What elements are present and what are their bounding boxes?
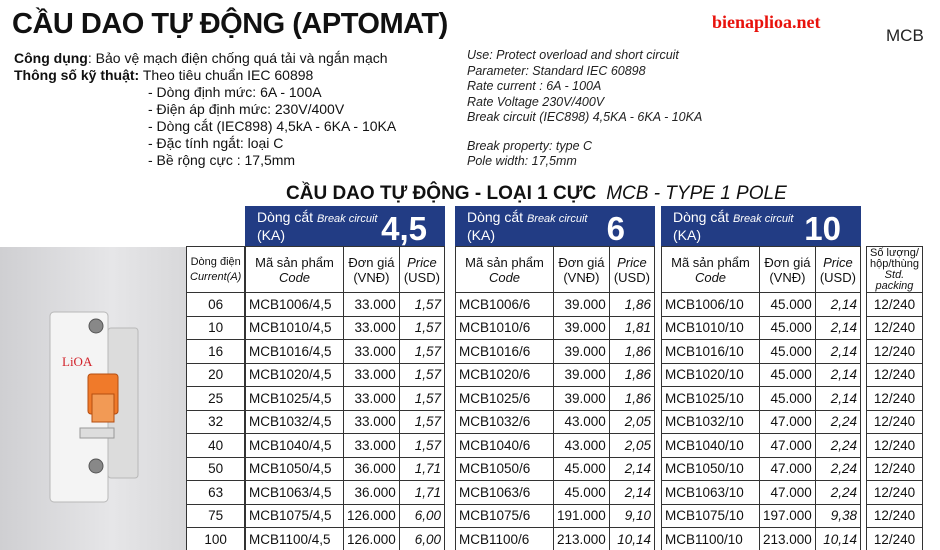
- packing-cell: 12/240: [867, 481, 923, 505]
- breaker-product-image: [40, 308, 150, 508]
- table-row: [662, 434, 861, 458]
- table-row: [867, 363, 923, 387]
- table-row: [187, 293, 245, 317]
- current-cell: 63: [187, 481, 245, 505]
- spec-item: - Điện áp định mức: 230V/400V: [148, 101, 345, 117]
- current-cell: 10: [187, 316, 245, 340]
- group-label-vn: Dòng cắt: [467, 209, 524, 225]
- code-header-en: Code: [694, 269, 727, 285]
- table-row: [246, 410, 445, 434]
- price-usd-cell: 2,14: [609, 481, 654, 505]
- price-usd-cell: 2,05: [609, 434, 654, 458]
- code-header: [662, 247, 760, 293]
- price-usd-cell: 1,81: [609, 316, 654, 340]
- product-code-cell: MCB1010/4,5: [246, 316, 344, 340]
- table-row: [456, 434, 655, 458]
- price-vnd-cell: 33.000: [344, 340, 400, 364]
- spec-en-line: Pole width: 17,5mm: [467, 154, 577, 168]
- packing-cell: 12/240: [867, 434, 923, 458]
- product-code-cell: MCB1063/6: [456, 481, 554, 505]
- price-table-6: [455, 246, 655, 550]
- price-vnd-cell: 126.000: [344, 528, 400, 550]
- price-usd-cell: 2,14: [815, 363, 860, 387]
- spec-item: - Dòng định mức: 6A - 100A: [148, 84, 322, 100]
- table-row: [456, 340, 655, 364]
- price-usd-cell: 1,71: [399, 481, 444, 505]
- price-vnd-header: [554, 247, 610, 293]
- price-usd-cell: 2,05: [609, 410, 654, 434]
- table-row: [246, 316, 445, 340]
- spec-en-line: Rate Voltage 230V/400V: [467, 94, 605, 109]
- price-vnd-cell: 45.000: [760, 387, 816, 411]
- price-usd-cell: 1,86: [609, 363, 654, 387]
- price-usd-cell: 1,86: [609, 387, 654, 411]
- spec-en-line: Break circuit (IEC898) 4,5KA - 6KA - 10KA: [467, 110, 703, 124]
- code-header: [246, 247, 344, 293]
- section-title-vn: CẦU DAO TỰ ĐỘNG - LOẠI 1 CỰC: [286, 183, 597, 204]
- price-usd-unit: (USD): [819, 269, 856, 285]
- product-code-cell: MCB1006/10: [662, 293, 760, 317]
- price-vnd-cell: 39.000: [554, 293, 610, 317]
- price-vnd-cell: 39.000: [554, 340, 610, 364]
- price-usd-cell: 1,71: [399, 457, 444, 481]
- price-vnd-cell: 43.000: [554, 434, 610, 458]
- price-usd-cell: 9,10: [609, 504, 654, 528]
- table-row: [187, 457, 245, 481]
- price-usd-cell: 2,24: [815, 434, 860, 458]
- product-code-cell: MCB1020/10: [662, 363, 760, 387]
- current-cell: 32: [187, 410, 245, 434]
- table-row: [867, 316, 923, 340]
- table-row: [662, 363, 861, 387]
- price-vnd-cell: 43.000: [554, 410, 610, 434]
- table-row: [246, 293, 445, 317]
- usage-row: [14, 50, 396, 67]
- price-vnd-unit: (VNĐ): [563, 269, 600, 285]
- group-unit: (KA): [257, 227, 285, 243]
- group-unit: (KA): [467, 227, 495, 243]
- current-cell: 40: [187, 434, 245, 458]
- table-row: [867, 410, 923, 434]
- table-row: [187, 363, 245, 387]
- product-code-cell: MCB1050/4,5: [246, 457, 344, 481]
- price-vnd-cell: 33.000: [344, 434, 400, 458]
- table-row: [187, 387, 245, 411]
- product-code-cell: MCB1075/4,5: [246, 504, 344, 528]
- price-vnd-cell: 33.000: [344, 387, 400, 411]
- packing-cell: 12/240: [867, 340, 923, 364]
- product-code-cell: MCB1050/10: [662, 457, 760, 481]
- category-tag: MCB: [886, 26, 924, 45]
- usage-label: Công dụng: [14, 50, 88, 66]
- product-code-cell: MCB1025/10: [662, 387, 760, 411]
- price-vnd-cell: 33.000: [344, 410, 400, 434]
- packing-cell: 12/240: [867, 504, 923, 528]
- current-cell: 75: [187, 504, 245, 528]
- packing-cell: 12/240: [867, 528, 923, 550]
- price-usd-cell: 1,86: [609, 293, 654, 317]
- product-code-cell: MCB1010/10: [662, 316, 760, 340]
- spec-label: Thông số kỹ thuật:: [14, 67, 140, 83]
- price-usd-cell: 1,57: [399, 387, 444, 411]
- table-row: [456, 363, 655, 387]
- spec-en-line: Break property: type C: [467, 138, 593, 153]
- spec-en-line: Use: Protect overload and short circuit: [467, 48, 679, 62]
- group-label-en: Break circuit: [316, 213, 378, 225]
- price-usd-cell: 2,24: [815, 481, 860, 505]
- price-usd-cell: 1,57: [399, 434, 444, 458]
- product-code-cell: MCB1006/6: [456, 293, 554, 317]
- group-value: 10: [804, 210, 841, 247]
- price-usd-label: Price: [407, 254, 437, 270]
- current-header-vn: Dòng điện: [190, 255, 241, 268]
- group-label-vn: Dòng cắt: [257, 209, 314, 225]
- price-table-4-5: [245, 246, 445, 550]
- code-header: [456, 247, 554, 293]
- table-header-row: [867, 247, 923, 293]
- watermark: bienaplioa.net: [712, 12, 821, 32]
- code-header-vn: Mã sản phẩm: [671, 254, 750, 270]
- table-row: [662, 316, 861, 340]
- table-row: [867, 528, 923, 550]
- table-row: [456, 528, 655, 550]
- current-cell: 100: [187, 528, 245, 550]
- product-code-cell: MCB1100/6: [456, 528, 554, 550]
- group-label: [673, 209, 793, 243]
- table-row: [662, 293, 861, 317]
- price-vnd-unit: (VNĐ): [769, 269, 806, 285]
- table-row: [246, 528, 445, 550]
- table-row: [456, 457, 655, 481]
- price-table-10: [661, 246, 861, 550]
- table-row: [246, 504, 445, 528]
- price-usd-cell: 2,14: [815, 293, 860, 317]
- spec-en-line: Parameter: Standard IEC 60898: [467, 63, 646, 78]
- table-row: [867, 434, 923, 458]
- packing-header-en: Std. packing: [875, 268, 914, 292]
- table-row: [456, 293, 655, 317]
- spec-en-spacer: [467, 126, 702, 139]
- price-usd-cell: 6,00: [399, 504, 444, 528]
- product-code-cell: MCB1063/4,5: [246, 481, 344, 505]
- price-vnd-cell: 47.000: [760, 481, 816, 505]
- product-code-cell: MCB1016/4,5: [246, 340, 344, 364]
- product-code-cell: MCB1040/6: [456, 434, 554, 458]
- spec-en-line: Rate current : 6A - 100A: [467, 79, 602, 93]
- price-vnd-cell: 45.000: [554, 481, 610, 505]
- price-usd-cell: 2,24: [815, 457, 860, 481]
- table-row: [187, 340, 245, 364]
- packing-cell: 12/240: [867, 457, 923, 481]
- product-code-cell: MCB1032/4,5: [246, 410, 344, 434]
- product-code-cell: MCB1016/6: [456, 340, 554, 364]
- price-vnd-label: Đơn giá: [764, 254, 811, 270]
- table-header-row: [187, 247, 245, 293]
- spec-item: - Dòng cắt (IEC898) 4,5kA - 6KA - 10KA: [148, 118, 397, 134]
- code-header-vn: Mã sản phẩm: [465, 254, 544, 270]
- price-vnd-label: Đơn giá: [558, 254, 605, 270]
- packing-header-vn: Số lượng/ hộp/thùng: [870, 246, 919, 270]
- packing-table: [866, 246, 923, 550]
- table-row: [662, 410, 861, 434]
- product-code-cell: MCB1020/6: [456, 363, 554, 387]
- product-code-cell: MCB1075/6: [456, 504, 554, 528]
- group-label-en: Break circuit: [526, 213, 588, 225]
- group-header-10: [661, 206, 861, 246]
- table-row: [246, 387, 445, 411]
- product-code-cell: MCB1063/10: [662, 481, 760, 505]
- price-usd-cell: 1,57: [399, 363, 444, 387]
- table-header-row: [456, 247, 655, 293]
- price-usd-cell: 6,00: [399, 528, 444, 550]
- table-row: [246, 457, 445, 481]
- section-title-en: MCB - TYPE 1 POLE: [606, 183, 787, 204]
- price-usd-label: Price: [617, 254, 647, 270]
- usage-text: : Bảo vệ mạch điện chống quá tải và ngắn mạch: [87, 50, 388, 66]
- price-vnd-cell: 47.000: [760, 457, 816, 481]
- current-cell: 06: [187, 293, 245, 317]
- group-label: [467, 209, 587, 243]
- product-code-cell: MCB1016/10: [662, 340, 760, 364]
- price-vnd-cell: 33.000: [344, 363, 400, 387]
- table-row: [867, 457, 923, 481]
- price-usd-cell: 1,57: [399, 410, 444, 434]
- current-cell: 16: [187, 340, 245, 364]
- group-label-en: Break circuit: [732, 213, 794, 225]
- price-vnd-cell: 36.000: [344, 457, 400, 481]
- product-code-cell: MCB1050/6: [456, 457, 554, 481]
- packing-cell: 12/240: [867, 316, 923, 340]
- code-header-vn: Mã sản phẩm: [255, 254, 334, 270]
- price-usd-cell: 2,14: [815, 316, 860, 340]
- price-usd-unit: (USD): [613, 269, 650, 285]
- price-usd-header: [815, 247, 860, 293]
- page-title: CẦU DAO TỰ ĐỘNG (APTOMAT): [12, 8, 448, 40]
- price-vnd-cell: 197.000: [760, 504, 816, 528]
- packing-cell: 12/240: [867, 410, 923, 434]
- spec-item: - Đặc tính ngắt: loại C: [148, 135, 284, 151]
- price-vnd-cell: 39.000: [554, 363, 610, 387]
- price-vnd-cell: 47.000: [760, 434, 816, 458]
- price-vnd-cell: 213.000: [554, 528, 610, 550]
- table-row: [187, 528, 245, 550]
- price-usd-cell: 1,57: [399, 293, 444, 317]
- table-row: [246, 340, 445, 364]
- table-row: [246, 481, 445, 505]
- table-row: [187, 481, 245, 505]
- table-row: [662, 457, 861, 481]
- price-vnd-cell: 39.000: [554, 316, 610, 340]
- price-usd-cell: 2,24: [815, 410, 860, 434]
- price-vnd-header: [344, 247, 400, 293]
- group-label-vn: Dòng cắt: [673, 209, 730, 225]
- spec-text: Theo tiêu chuẩn IEC 60898: [139, 67, 314, 83]
- price-vnd-cell: 45.000: [554, 457, 610, 481]
- price-vnd-cell: 191.000: [554, 504, 610, 528]
- price-vnd-cell: 45.000: [760, 363, 816, 387]
- current-cell: 50: [187, 457, 245, 481]
- table-row: [456, 504, 655, 528]
- product-code-cell: MCB1025/6: [456, 387, 554, 411]
- product-code-cell: MCB1032/10: [662, 410, 760, 434]
- product-code-cell: MCB1025/4,5: [246, 387, 344, 411]
- code-header-en: Code: [488, 269, 521, 285]
- price-usd-cell: 1,86: [609, 340, 654, 364]
- price-vnd-cell: 33.000: [344, 316, 400, 340]
- product-code-cell: MCB1020/4,5: [246, 363, 344, 387]
- product-code-cell: MCB1032/6: [456, 410, 554, 434]
- table-row: [246, 363, 445, 387]
- packing-cell: 12/240: [867, 293, 923, 317]
- packing-header: [867, 247, 923, 293]
- table-row: [662, 481, 861, 505]
- table-row: [662, 340, 861, 364]
- group-label: [257, 209, 377, 243]
- group-header-4-5: [245, 206, 445, 246]
- price-vnd-cell: 33.000: [344, 293, 400, 317]
- price-usd-cell: 10,14: [815, 528, 860, 550]
- price-usd-cell: 9,38: [815, 504, 860, 528]
- price-vnd-cell: 45.000: [760, 293, 816, 317]
- current-header-en: Current(A): [190, 270, 242, 283]
- price-usd-header: [609, 247, 654, 293]
- packing-cell: 12/240: [867, 363, 923, 387]
- product-code-cell: MCB1100/10: [662, 528, 760, 550]
- price-vnd-unit: (VNĐ): [353, 269, 390, 285]
- group-header-6: [455, 206, 655, 246]
- current-cell: 25: [187, 387, 245, 411]
- product-code-cell: MCB1040/10: [662, 434, 760, 458]
- current-table: [186, 246, 245, 550]
- table-row: [187, 316, 245, 340]
- table-row: [456, 410, 655, 434]
- price-usd-cell: 2,14: [815, 340, 860, 364]
- price-vnd-cell: 213.000: [760, 528, 816, 550]
- price-vnd-cell: 45.000: [760, 316, 816, 340]
- price-vnd-cell: 45.000: [760, 340, 816, 364]
- price-vnd-cell: 36.000: [344, 481, 400, 505]
- table-row: [662, 387, 861, 411]
- price-usd-cell: 2,14: [609, 457, 654, 481]
- table-row: [662, 528, 861, 550]
- table-row: [867, 504, 923, 528]
- code-header-en: Code: [278, 269, 311, 285]
- spec-item: - Bề rộng cực : 17,5mm: [148, 152, 296, 168]
- spec-vietnamese: [14, 50, 396, 169]
- table-row: [867, 293, 923, 317]
- product-code-cell: MCB1100/4,5: [246, 528, 344, 550]
- price-usd-cell: 2,14: [815, 387, 860, 411]
- table-row: [187, 504, 245, 528]
- price-vnd-cell: 126.000: [344, 504, 400, 528]
- packing-cell: 12/240: [867, 387, 923, 411]
- price-vnd-label: Đơn giá: [348, 254, 395, 270]
- price-usd-cell: 10,14: [609, 528, 654, 550]
- table-row: [662, 504, 861, 528]
- spec-english: [467, 48, 702, 170]
- table-row: [456, 481, 655, 505]
- group-unit: (KA): [673, 227, 701, 243]
- section-title: [286, 183, 787, 205]
- product-logo: LiOA: [62, 354, 93, 369]
- table-row: [456, 387, 655, 411]
- price-usd-cell: 1,57: [399, 316, 444, 340]
- spec-row: [14, 67, 396, 84]
- price-usd-unit: (USD): [403, 269, 440, 285]
- current-header: [187, 247, 245, 293]
- table-row: [187, 434, 245, 458]
- table-row: [456, 316, 655, 340]
- group-value: 6: [606, 210, 625, 247]
- current-cell: 20: [187, 363, 245, 387]
- price-usd-header: [399, 247, 444, 293]
- price-vnd-cell: 47.000: [760, 410, 816, 434]
- group-value: 4,5: [381, 210, 427, 247]
- table-header-row: [246, 247, 445, 293]
- price-vnd-header: [760, 247, 816, 293]
- price-vnd-cell: 39.000: [554, 387, 610, 411]
- price-usd-label: Price: [823, 254, 853, 270]
- table-row: [867, 387, 923, 411]
- table-header-row: [662, 247, 861, 293]
- product-code-cell: MCB1010/6: [456, 316, 554, 340]
- product-code-cell: MCB1040/4,5: [246, 434, 344, 458]
- table-row: [187, 410, 245, 434]
- table-row: [246, 434, 445, 458]
- product-code-cell: MCB1075/10: [662, 504, 760, 528]
- price-usd-cell: 1,57: [399, 340, 444, 364]
- product-code-cell: MCB1006/4,5: [246, 293, 344, 317]
- table-row: [867, 340, 923, 364]
- table-row: [867, 481, 923, 505]
